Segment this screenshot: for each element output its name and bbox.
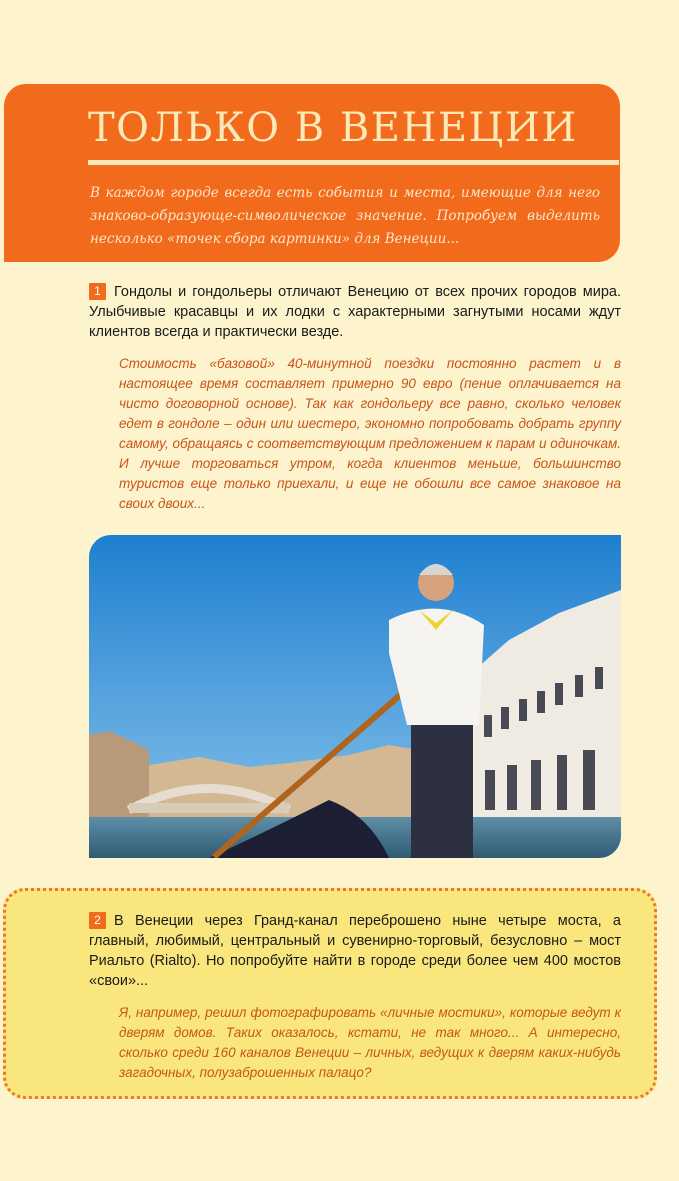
title-underline xyxy=(88,160,619,165)
intro-text: В каждом городе всегда есть события и места, имеющие для него знаково-образующе-символическое значение. Попробуем выделить несколько «точек сбора картинки» для Венеции... xyxy=(90,185,600,247)
page-title: ТОЛЬКО В ВЕНЕЦИИ xyxy=(88,105,578,151)
item-number-badge: 2 xyxy=(89,912,106,929)
item-1-text xyxy=(89,282,621,342)
item-2 xyxy=(89,911,621,1083)
item-1-body: Гондолы и гондольеры отличают Венецию от всех прочих городов мира. Улыбчивые красавцы и их лодки с характерными загнутыми носами ждут клиентов всегда и практически везде. xyxy=(89,284,621,340)
item-number-badge: 1 xyxy=(89,283,106,300)
item-2-text xyxy=(89,911,621,991)
item-2-note: Я, например, решил фотографировать «личные мостики», которые ведут к дверям домов. Таких оказалось, кстати, не так много... А интересно, сколько среди 160 каналов Венеции – личных, ведущих к дверям каких-нибудь загадочных, полузаброшенных палацо? xyxy=(119,1005,621,1080)
item-1 xyxy=(89,282,621,514)
item-1-note: Стоимость «базовой» 40-минутной поездки постоянно растет и в настоящее время составляет примерно 90 евро (пение оплачивается на чисто договорной основе). Так как гондольеру все равно, сколько человек едет в гондоле – один или шестеро, экономно попробовать добрать группу самому, обращаясь с соответствующим предложением к парам и одиночкам. И лучше торговаться утром, когда клиентов меньше, большинство туристов еще только приехали, и еще не обошли все самое знаковое на своих двоих... xyxy=(119,356,621,511)
gondolier-photo xyxy=(89,535,621,858)
item-2-body: В Венеции через Гранд-канал переброшено ныне четыре моста, а главный, любимый, центральный и сувенирно-торговый, безусловно – мост Риальто (Rialto). Но попробуйте найти в городе среди более чем 400 мостов «свои»... xyxy=(89,913,621,989)
